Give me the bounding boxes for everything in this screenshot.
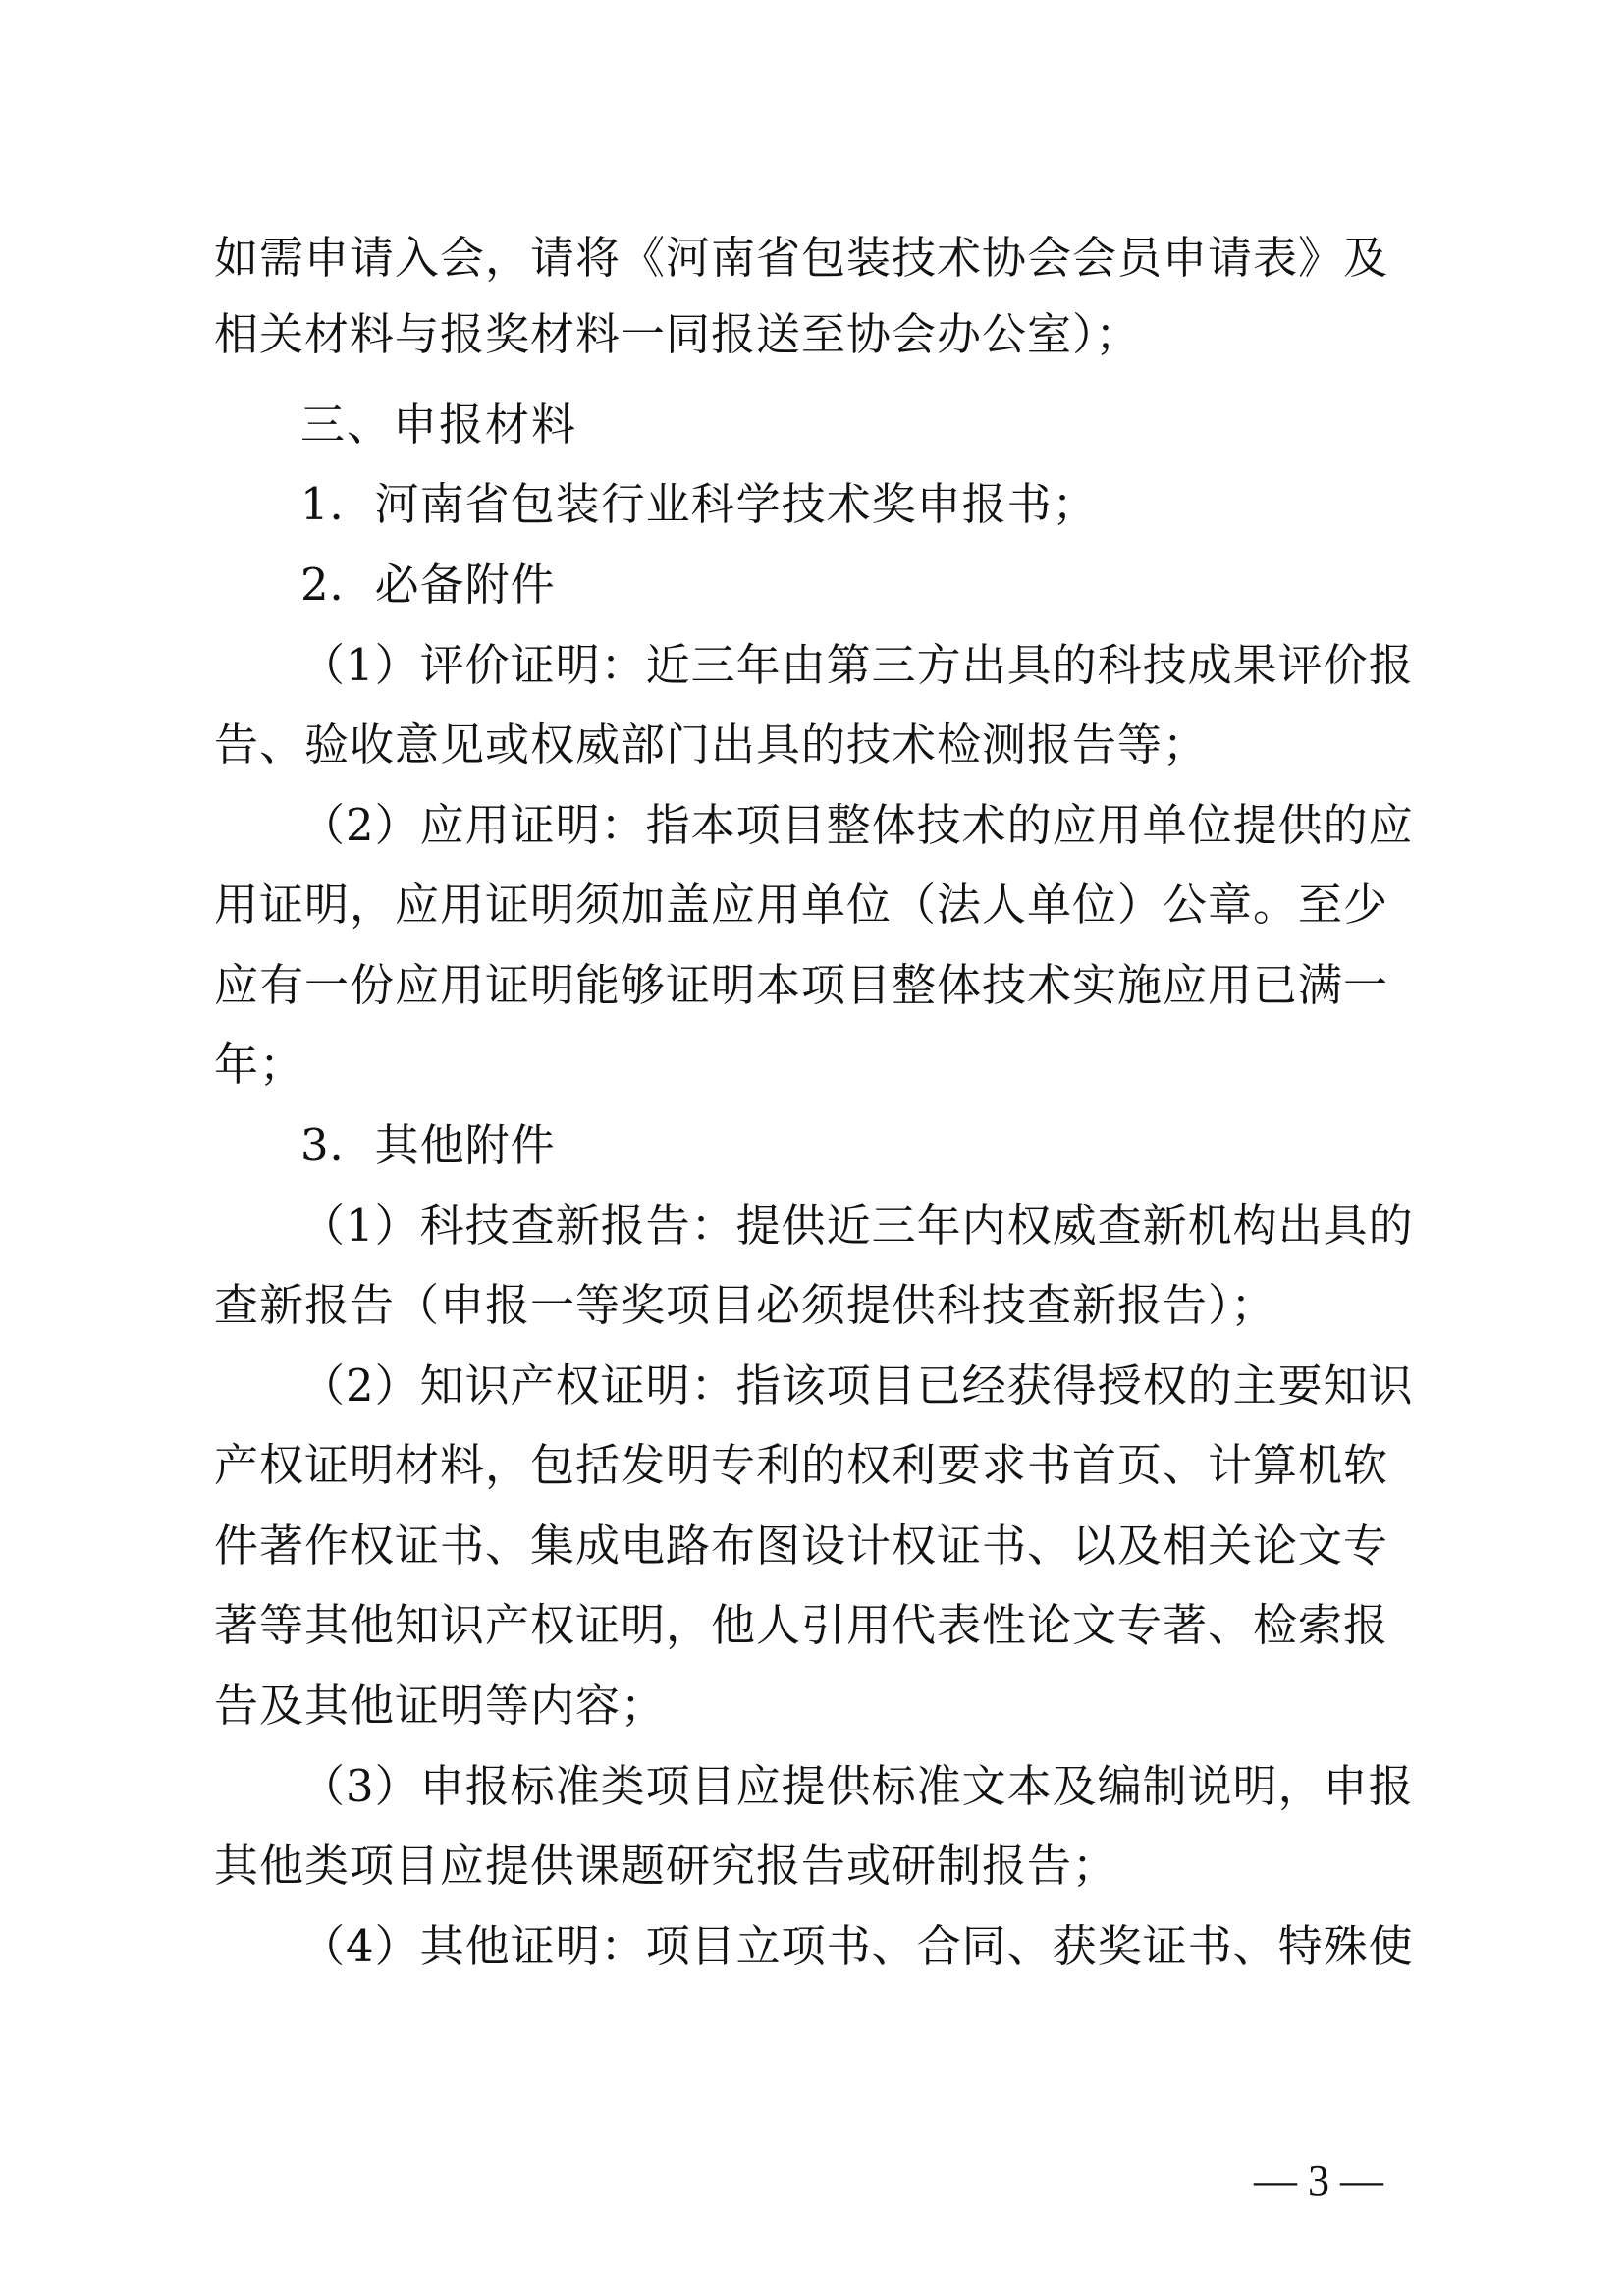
- text-line: （1）科技查新报告：提供近三年内权威查新机构出具的: [300, 1200, 1414, 1252]
- list-item: 1．河南省包装行业科学技术奖申报书；: [300, 478, 1098, 530]
- text-line: 著等其他知识产权证明，他人引用代表性论文专著、检索报: [214, 1599, 1389, 1651]
- text-line: （1）评价证明：近三年由第三方出具的科技成果评价报: [300, 639, 1414, 691]
- text-line: 其他类项目应提供课题研究报告或研制报告；: [214, 1840, 1118, 1892]
- text-line: 告及其他证明等内容；: [214, 1680, 667, 1732]
- text-line: 件著作权证书、集成电路布图设计权证书、以及相关论文专: [214, 1520, 1389, 1572]
- text-line: （4）其他证明：项目立项书、合同、获奖证书、特殊使: [300, 1920, 1414, 1972]
- section-heading: 三、申报材料: [300, 399, 578, 451]
- text-line: 告、验收意见或权威部门出具的技术检测报告等；: [214, 719, 1209, 771]
- text-line: 应有一份应用证明能够证明本项目整体技术实施应用已满一: [214, 959, 1389, 1011]
- text-line: 如需申请入会，请将《河南省包装技术协会会员申请表》及: [214, 232, 1389, 284]
- text-line: （3）申报标准类项目应提供标准文本及编制说明，申报: [300, 1760, 1414, 1812]
- page-number: — 3 —: [1254, 2157, 1383, 2205]
- text-line: 产权证明材料，包括发明专利的权利要求书首页、计算机软: [214, 1439, 1389, 1491]
- text-line: 年；: [214, 1039, 305, 1091]
- list-item: 2．必备附件: [300, 559, 556, 611]
- text-line: 查新报告（申报一等奖项目必须提供科技查新报告）；: [214, 1279, 1276, 1331]
- text-line: 相关材料与报奖材料一同报送至协会办公室）；: [214, 308, 1141, 360]
- text-line: （2）知识产权证明：指该项目已经获得授权的主要知识: [300, 1360, 1414, 1412]
- text-line: 用证明，应用证明须加盖应用单位（法人单位）公章。至少: [214, 879, 1389, 931]
- text-line: （2）应用证明：指本项目整体技术的应用单位提供的应: [300, 799, 1414, 851]
- list-item: 3．其他附件: [300, 1119, 556, 1171]
